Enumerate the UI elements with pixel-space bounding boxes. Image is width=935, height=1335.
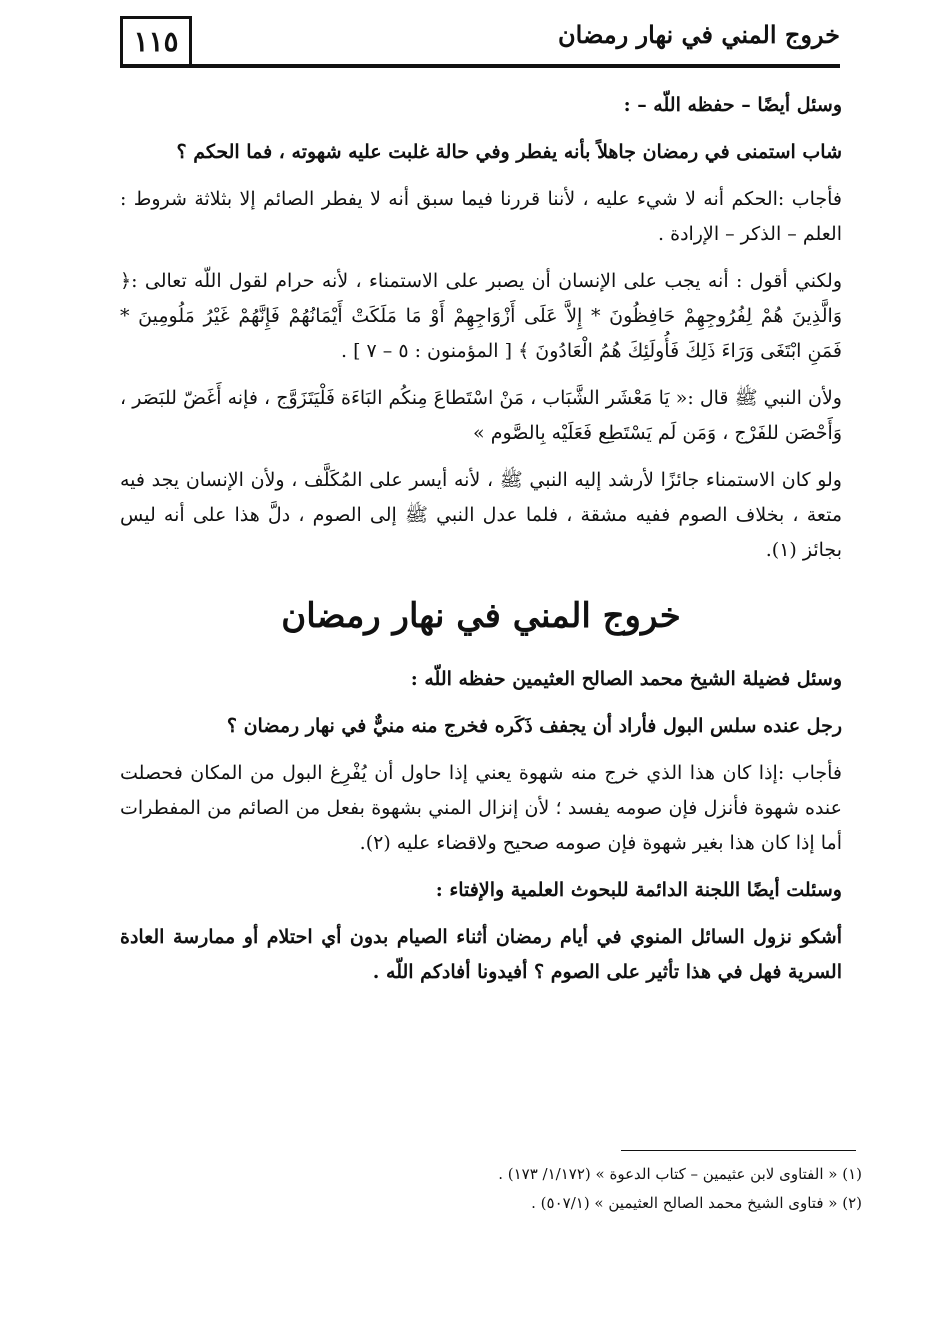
hadith-paragraph: ولأن النبي ﷺ قال :« يَا مَعْشَر الشَّبَاب ، مَنْ اسْتَطاعَ مِنكُم البَاءَة فَلْيَتَزَوَّج ، فإنه أَغَضّ للبَصَر ، وَأَحْصَن للفَرْج ، وَمَن لَم يَسْتَطِع فَعَلَيْه بِالصَّوم »: [120, 387, 842, 444]
footnote-rule: [621, 1150, 856, 1151]
running-header-title: خروج المني في نهار رمضان: [558, 20, 840, 49]
question-intro-1: وسئل أيضًا – حفظه اللّه – :: [623, 94, 842, 116]
answer-2: فأجاب :إذا كان هذا الذي خرج منه شهوة يعني إذا حاول أن يُفْرِغ البول من المكان فحصلت عنده شهوة فأنزل فإن صومه يفسد ؛ لأن إنزال المني بشهوة بفعل من الصائم من المفطرات أما إذا كان هذا بغير شهوة فإن صومه صحيح ولاقضاء عليه (٢).: [120, 762, 842, 854]
page-body: [120, 88, 842, 1002]
section-title: خروج المني في نهار رمضان: [281, 596, 681, 636]
footnote-1: (١) « الفتاوى لابن عثيمين – كتاب الدعوة » (١/١٧٢/ ١٧٣) .: [498, 1165, 862, 1183]
question-intro-2: وسئل فضيلة الشيخ محمد الصالح العثيمين حفظه اللّه :: [410, 668, 842, 690]
footnote-2: (٢) « فتاوى الشيخ محمد الصالح العثيمين » (٥٠٧/١) .: [531, 1194, 862, 1212]
page-header: [120, 12, 840, 70]
answer-1-conclusion: ولو كان الاستمناء جائزًا لأرشد إليه النبي ﷺ ، لأنه أيسر على المُكَلَّف ، ولأن الإنسان يجد فيه متعة ، بخلاف الصوم ففيه مشقة ، فلما عدل النبي ﷺ إلى الصوم ، دلَّ هذا على أنه ليس بجائز (١).: [120, 469, 842, 561]
question-2: رجل عنده سلس البول فأراد أن يجفف ذَكَره فخرج منه منيٌّ في نهار رمضان ؟: [226, 715, 842, 737]
answer-1-continued: ولكني أقول : أنه يجب على الإنسان أن يصبر على الاستمناء ، لأنه حرام لقول اللّه تعالى :﴿ وَالَّذِينَ هُمْ لِفُرُوجِهِمْ حَافِظُونَ * إِلاَّ عَلَى أَزْوَاجِهِمْ أَوْ مَا مَلَكَتْ أَيْمَانُهُمْ فَإِنَّهُمْ غَيْرُ مَلُومِينَ * فَمَنِ ابْتَغَى وَرَاءَ ذَلِكَ فَأُولَئِكَ هُمُ الْعَادُونَ ﴾ [ المؤمنون : ٥ – ٧ ] .: [120, 270, 842, 362]
page-number: ١١٥: [120, 16, 192, 64]
footnotes: [300, 1160, 862, 1218]
question-intro-3: وسئلت أيضًا اللجنة الدائمة للبحوث العلمية والإفتاء :: [435, 879, 842, 901]
header-rule: [120, 64, 840, 68]
question-1: شاب استمنى في رمضان جاهلاً بأنه يفطر وفي حالة غلبت عليه شهوته ، فما الحكم ؟: [176, 141, 842, 163]
answer-1: فأجاب :الحكم أنه لا شيء عليه ، لأننا قررنا فيما سبق أنه لا يفطر الصائم إلا بثلاثة شروط : العلم – الذكر – الإرادة .: [120, 188, 842, 245]
question-3: أشكو نزول السائل المنوي في أيام رمضان أثناء الصيام بدون أي احتلام أو ممارسة العادة السرية فهل في هذا تأثير على الصوم ؟ أفيدونا أفادكم اللّه .: [120, 926, 842, 983]
